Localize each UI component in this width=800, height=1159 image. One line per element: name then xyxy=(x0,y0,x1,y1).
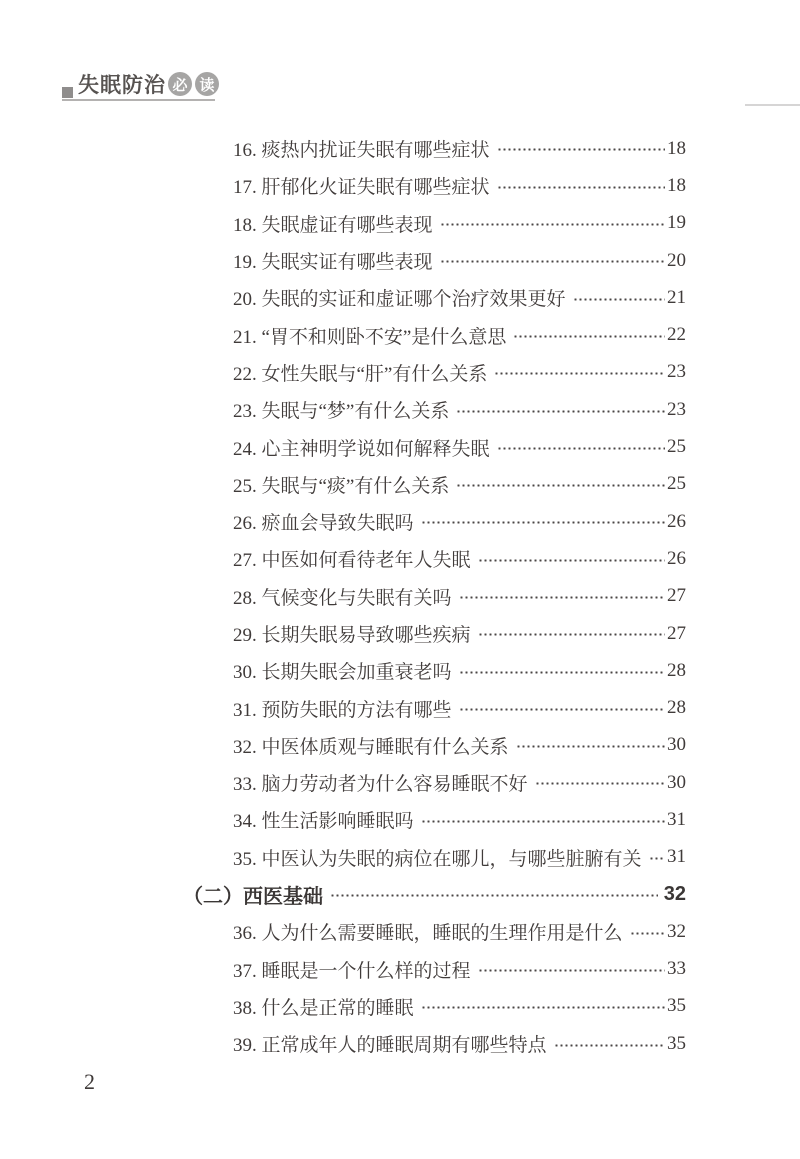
toc-row-label: 33. 脑力劳动者为什么容易睡眠不好 xyxy=(233,774,528,796)
toc-row xyxy=(183,951,686,988)
toc-dot-leader xyxy=(478,951,665,988)
toc-dot-leader xyxy=(440,205,665,242)
toc-dot-leader xyxy=(478,540,665,577)
toc-row-page: 22 xyxy=(667,324,686,346)
header-rule xyxy=(62,99,215,101)
toc-dot-leader xyxy=(459,652,665,689)
title-stamp-bi: 必 xyxy=(168,72,192,96)
toc-row-label: 17. 肝郁化火证失眠有哪些症状 xyxy=(233,177,490,199)
toc-row-page: 21 xyxy=(667,286,686,308)
toc-dot-leader xyxy=(421,801,665,838)
toc-row xyxy=(183,391,686,428)
toc-row-page: 18 xyxy=(667,137,686,159)
toc-row-page: 31 xyxy=(667,808,686,830)
toc-row-page: 23 xyxy=(667,398,686,420)
toc-dot-leader xyxy=(497,130,665,167)
toc-dot-leader xyxy=(497,167,665,204)
toc-row xyxy=(183,727,686,764)
toc-row xyxy=(183,652,686,689)
toc-row-label: 25. 失眠与“痰”有什么关系 xyxy=(233,475,450,497)
toc-row-page: 28 xyxy=(667,697,686,719)
toc-row xyxy=(183,689,686,726)
toc-row-page: 30 xyxy=(667,771,686,793)
toc-row-label: 18. 失眠虚证有哪些表现 xyxy=(233,214,433,236)
book-title-text: 失眠防治 xyxy=(78,74,166,97)
toc-row-label: 31. 预防失眠的方法有哪些 xyxy=(233,699,452,721)
toc-dot-leader xyxy=(513,316,665,353)
toc-row xyxy=(183,205,686,242)
toc-row xyxy=(183,279,686,316)
toc-row-label: 20. 失眠的实证和虚证哪个治疗效果更好 xyxy=(233,289,566,311)
toc-row-label: 28. 气候变化与失眠有关吗 xyxy=(233,587,452,609)
toc-row-page: 27 xyxy=(667,585,686,607)
toc-dot-leader xyxy=(554,1025,665,1062)
page-header xyxy=(0,0,800,120)
toc-row xyxy=(183,354,686,391)
toc-row-page: 18 xyxy=(667,174,686,196)
toc-row-page: 35 xyxy=(667,995,686,1017)
toc-row xyxy=(183,540,686,577)
toc-row-label: 22. 女性失眠与“肝”有什么关系 xyxy=(233,363,488,385)
toc-row xyxy=(183,764,686,801)
toc-row-page: 35 xyxy=(667,1032,686,1054)
toc-dot-leader xyxy=(456,391,665,428)
toc-row-page: 25 xyxy=(667,473,686,495)
toc-dot-leader xyxy=(459,689,665,726)
toc-row xyxy=(183,578,686,615)
toc-row xyxy=(183,876,686,913)
toc-row-label: 34. 性生活影响睡眠吗 xyxy=(233,811,414,833)
toc-row-label: 30. 长期失眠会加重衰老吗 xyxy=(233,662,452,684)
toc-dot-leader xyxy=(535,764,665,801)
toc-row-label: 21. “胃不和则卧不安”是什么意思 xyxy=(233,326,507,348)
toc-row-page: 23 xyxy=(667,361,686,383)
toc-row xyxy=(183,167,686,204)
toc-row-label: 26. 瘀血会导致失眠吗 xyxy=(233,513,414,535)
book-title xyxy=(78,69,219,99)
toc-row-label: 29. 长期失眠易导致哪些疾病 xyxy=(233,625,471,646)
toc-row xyxy=(183,988,686,1025)
toc-row-label: 38. 什么是正常的睡眠 xyxy=(233,997,414,1019)
toc-row xyxy=(183,242,686,279)
toc-row-page: 20 xyxy=(667,249,686,271)
toc-row xyxy=(183,428,686,465)
toc-row-page: 26 xyxy=(667,510,686,532)
toc-row xyxy=(183,1025,686,1062)
toc-list xyxy=(183,130,686,1062)
header-square-bullet xyxy=(62,87,73,98)
title-stamp-du: 读 xyxy=(195,72,219,96)
toc-row xyxy=(183,466,686,503)
toc-row-label: 39. 正常成年人的睡眠周期有哪些特点 xyxy=(233,1035,547,1057)
toc-dot-leader xyxy=(649,839,665,876)
toc-row-page: 32 xyxy=(663,883,686,906)
toc-row-page: 26 xyxy=(667,547,686,569)
toc-dot-leader xyxy=(421,988,665,1025)
toc-dot-leader xyxy=(516,727,665,764)
toc-row-page: 27 xyxy=(667,622,686,644)
toc-dot-leader xyxy=(497,428,665,465)
toc-row xyxy=(183,913,686,950)
toc-dot-leader xyxy=(456,466,665,503)
toc-row xyxy=(183,615,686,652)
toc-row-label: 32. 中医体质观与睡眠有什么关系 xyxy=(233,736,509,758)
toc-row-page: 32 xyxy=(667,920,686,942)
toc-row-page: 25 xyxy=(667,436,686,458)
toc-row xyxy=(183,316,686,353)
toc-dot-leader xyxy=(630,913,665,950)
toc-dot-leader xyxy=(573,279,665,316)
toc-row-label: 24. 心主神明学说如何解释失眠 xyxy=(233,438,490,460)
toc-row-label: 35. 中医认为失眠的病位在哪儿，与哪些脏腑有关 xyxy=(233,848,642,870)
toc-row-label: 23. 失眠与“梦”有什么关系 xyxy=(233,401,450,423)
toc-row-page: 31 xyxy=(667,846,686,868)
toc-row-label: 16. 痰热内扰证失眠有哪些症状 xyxy=(233,140,490,162)
toc-dot-leader xyxy=(459,578,665,615)
toc-dot-leader xyxy=(494,354,665,391)
toc-dot-leader xyxy=(421,503,665,540)
toc-dot-leader xyxy=(330,876,658,913)
toc-row-page: 33 xyxy=(667,958,686,980)
toc-row-label: 27. 中医如何看待老年人失眠 xyxy=(233,550,471,572)
toc-row-label: 37. 睡眠是一个什么样的过程 xyxy=(233,960,471,982)
toc-row xyxy=(183,130,686,167)
toc-row-label: 19. 失眠实证有哪些表现 xyxy=(233,252,433,274)
toc-dot-leader xyxy=(478,615,665,652)
toc-row xyxy=(183,839,686,876)
toc-row xyxy=(183,503,686,540)
header-corner-rule xyxy=(745,104,800,106)
toc-row xyxy=(183,801,686,838)
toc-row-page: 28 xyxy=(667,659,686,681)
toc-row-page: 30 xyxy=(667,734,686,756)
toc-row-label: 36. 人为什么需要睡眠，睡眠的生理作用是什么 xyxy=(233,923,623,945)
folio-page-number: 2 xyxy=(84,1069,95,1094)
toc-row-page: 19 xyxy=(667,212,686,234)
toc-dot-leader xyxy=(440,242,665,279)
toc-row-label: （二）西医基础 xyxy=(183,886,323,909)
